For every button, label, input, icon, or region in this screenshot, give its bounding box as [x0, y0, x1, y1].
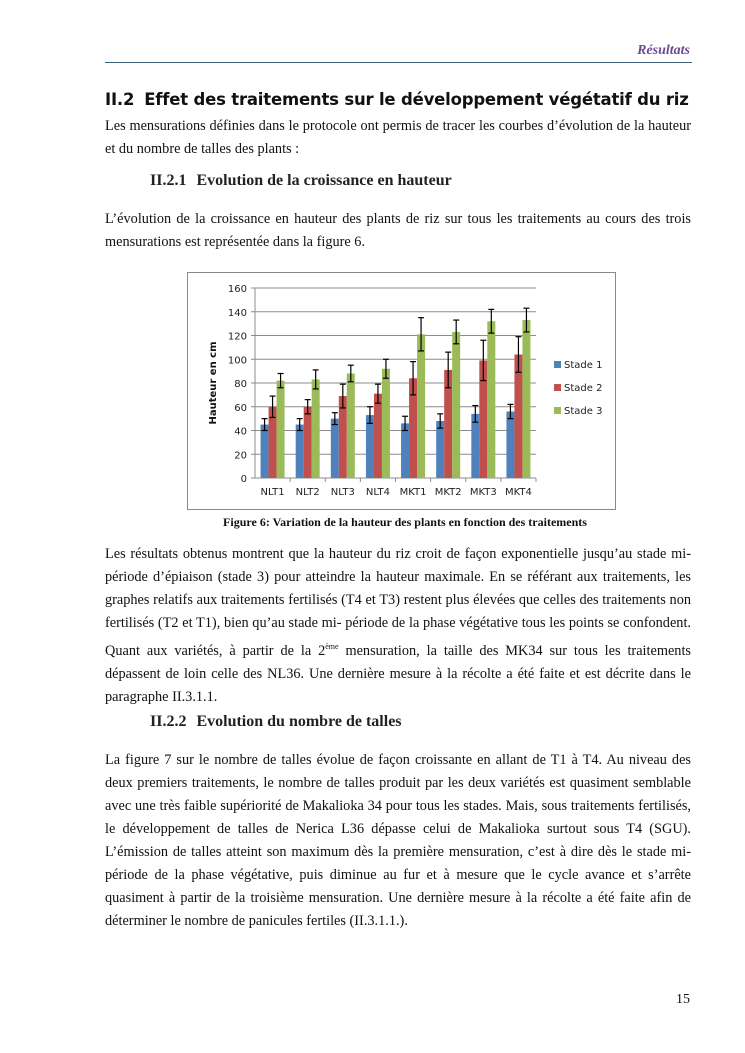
subsection-1-paragraph: L’évolution de la croissance en hauteur des plants de riz sur tous les traitements au cours des trois mensurations est représentée dans la figure 6. [105, 211, 691, 250]
x-tick-label: MKT3 [469, 487, 497, 498]
y-tick-label: 100 [227, 355, 247, 367]
y-tick-label: 20 [234, 450, 247, 462]
bar [522, 320, 530, 478]
legend-label: Stade 2 [564, 383, 603, 394]
header-rule [105, 62, 692, 63]
bar-chart [188, 273, 615, 509]
y-tick-label: 60 [234, 402, 247, 414]
bar [374, 394, 382, 478]
bar [471, 414, 479, 478]
figure-6-chart [187, 272, 616, 510]
bar [296, 425, 304, 478]
subsection-number: II.2.1 [150, 172, 187, 189]
results-paragraph: Les résultats obtenus montrent que la hauteur du riz croit de façon exponentielle jusqu’au stade mi- période d’épiaison (stade 3) pour atteindre la hauteur maximale. En se référant aux traitements, les graphes relatifs aux traitements fertilisés (T4 et T3) restent plus élevées que celles des traitements non fertilisés (T2 et T1), bien qu’au stade mi- période de la phase végétative tous les points se confondent. Quant aux variétés, à partir de la 2ème mensuration, la taille des MK34 sur tous les traitements dépassent de loin celle des NL36. Une dernière mesure à la récolte a été faite et est décrite dans le paragraphe II.3.1.1. [105, 546, 691, 705]
subsection-number: II.2.2 [150, 713, 187, 730]
subsection-2-paragraph: La figure 7 sur le nombre de talles évolue de façon croissante en allant de T1 à T4. Au niveau des deux premiers traitements, le nombre de talles produit par les deux variétés est quasiment semblable avec une très faible supériorité de Makalioka 34 pour tous les stades. Mais, sous traitements fertilisés, le développement de talles de Nerica L36 dépasse celui de Makalioka surtout sous T4 (SGU). L’émission de talles atteint son maximum dès la première mensuration, c’est à dire dès le stade mi- période de la phase végétative, puis diminue au fur et à mesure que le cycle avance et s’arrête quasiment à partir de la troisième mensuration. Une dernière mesure à la récolte a été faite afin de déterminer le nombre de panicules fertiles (II.3.1.1.). [105, 752, 691, 929]
section-title: Effet des traitements sur le développement végétatif du riz [144, 90, 689, 109]
y-tick-label: 40 [234, 426, 247, 438]
x-tick-label: NLT4 [365, 487, 391, 498]
x-tick-label: MKT4 [504, 487, 532, 498]
legend-label: Stade 1 [564, 360, 603, 371]
bar [487, 321, 495, 478]
bar [417, 334, 425, 478]
y-tick-label: 140 [227, 307, 247, 319]
bar [506, 412, 514, 479]
bar [436, 421, 444, 478]
legend-swatch [554, 407, 561, 414]
legend-label: Stade 3 [564, 406, 603, 417]
y-tick-label: 0 [240, 474, 247, 485]
bar [401, 423, 409, 478]
legend-swatch [554, 384, 561, 391]
x-tick-label: MKT1 [399, 487, 427, 498]
bar [261, 425, 269, 478]
bar [514, 355, 522, 479]
bar [366, 415, 374, 478]
subsection-title: Evolution de la croissance en hauteur [196, 172, 452, 189]
x-tick-label: MKT2 [434, 487, 462, 498]
figure-caption: Figure 6: Variation de la hauteur des plants en fonction des traitements [223, 515, 587, 529]
bar [277, 381, 285, 478]
x-tick-label: NLT2 [295, 487, 320, 498]
bar [331, 419, 339, 478]
section-heading [105, 90, 689, 109]
y-tick-label: 120 [227, 331, 247, 343]
running-header: Résultats [637, 43, 690, 58]
y-axis-label: Hauteur en cm [208, 341, 219, 425]
y-tick-label: 160 [227, 284, 247, 295]
bar [452, 332, 460, 478]
bar [382, 369, 390, 478]
bar [304, 407, 312, 478]
section-intro: Les mensurations définies dans le protocole ont permis de tracer les courbes d’évolution de la hauteur et du nombre de talles des plants : [105, 118, 691, 157]
section-number: II.2 [105, 90, 135, 109]
subsection-heading-1 [150, 172, 452, 190]
x-tick-label: NLT3 [330, 487, 355, 498]
subsection-title: Evolution du nombre de talles [196, 713, 402, 730]
page-number: 15 [676, 992, 690, 1007]
bar [312, 379, 320, 478]
x-tick-label: NLT1 [260, 487, 285, 498]
legend-swatch [554, 361, 561, 368]
y-tick-label: 80 [234, 379, 247, 390]
bar [347, 374, 355, 479]
subsection-heading-2 [150, 713, 402, 731]
